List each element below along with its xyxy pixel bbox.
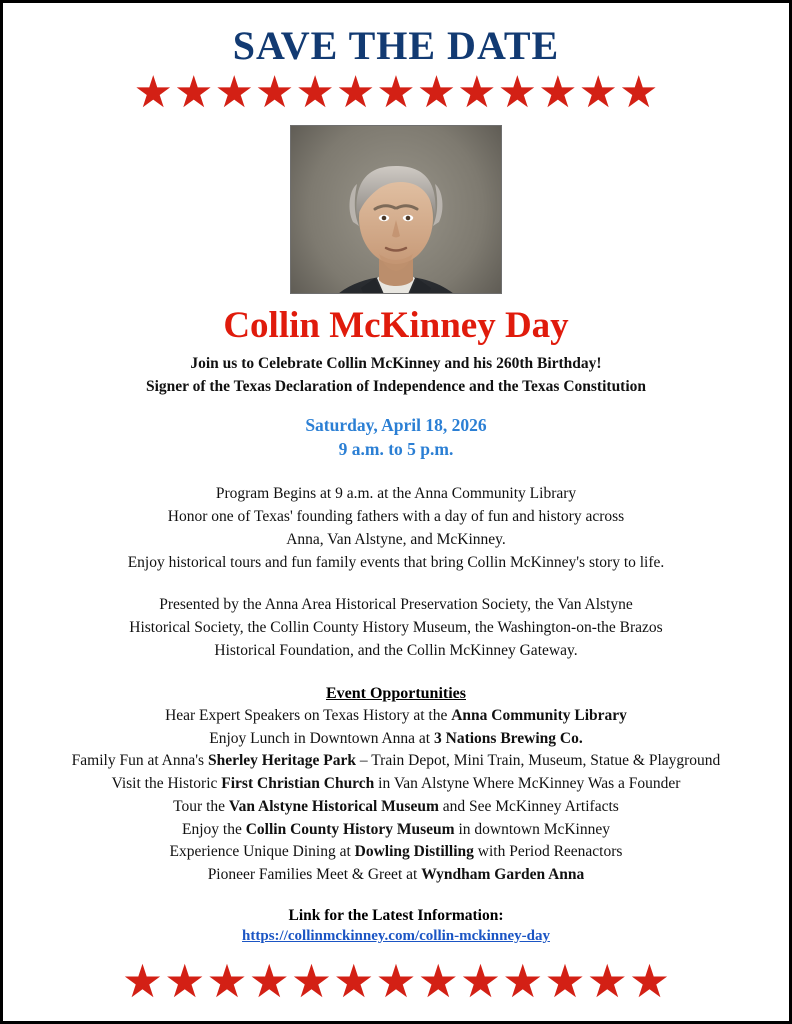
star-icon: ★ — [206, 956, 248, 1007]
star-divider-bottom — [121, 956, 671, 1007]
opportunity-item — [72, 841, 721, 864]
star-icon: ★ — [538, 68, 578, 117]
star-divider-top — [133, 68, 659, 117]
opportunity-venue: Van Alstyne Historical Museum — [228, 797, 439, 815]
program-line: Anna, Van Alstyne, and McKinney. — [286, 530, 506, 548]
star-icon: ★ — [174, 68, 214, 117]
event-datetime — [305, 414, 486, 461]
opportunity-text: Family Fun at Anna's — [71, 752, 208, 770]
opportunity-detail: in Van Alstyne Where McKinney Was a Founder — [374, 775, 681, 793]
presenters — [129, 594, 662, 662]
link-heading: Link for the Latest Information: — [288, 907, 504, 924]
opportunity-text: Enjoy Lunch in Downtown Anna at — [209, 729, 434, 747]
star-icon: ★ — [586, 956, 628, 1007]
star-icon: ★ — [459, 956, 502, 1007]
event-opportunities-list — [72, 705, 721, 887]
star-icon: ★ — [544, 956, 586, 1007]
star-icon: ★ — [248, 956, 290, 1007]
star-icon: ★ — [416, 68, 457, 117]
page-title: SAVE THE DATE — [232, 23, 560, 68]
star-icon: ★ — [376, 68, 416, 117]
opportunity-venue: Wyndham Garden Anna — [421, 866, 585, 884]
program-line: Program Begins at 9 a.m. at the Anna Community Library — [215, 485, 577, 503]
event-date: Saturday, April 18, 2026 — [305, 415, 487, 436]
opportunity-detail: and See McKinney Artifacts — [438, 797, 619, 815]
event-link[interactable]: https://collinmckinney.com/collin-mckinney-day — [242, 928, 550, 944]
star-icon: ★ — [628, 956, 671, 1007]
presenter-line: Historical Foundation, and the Collin McKinney Gateway. — [214, 641, 578, 659]
star-icon: ★ — [164, 956, 206, 1007]
star-icon: ★ — [417, 956, 459, 1007]
opportunity-item — [72, 773, 721, 796]
opportunity-item — [72, 796, 721, 819]
opportunity-venue: 3 Nations Brewing Co. — [434, 729, 583, 747]
collin-mckinney-portrait-icon — [291, 126, 501, 294]
star-icon: ★ — [214, 68, 254, 117]
opportunity-venue: Collin County History Museum — [245, 820, 455, 838]
program-line: Honor one of Texas' founding fathers with a day of fun and history across — [167, 508, 625, 526]
opportunity-venue: Anna Community Library — [451, 706, 627, 724]
opportunity-text: Pioneer Families Meet & Greet at — [207, 866, 422, 884]
star-icon: ★ — [333, 956, 375, 1007]
opportunity-venue: Sherley Heritage Park — [207, 752, 357, 770]
star-icon: ★ — [578, 68, 618, 117]
flyer-content — [3, 3, 789, 1021]
opportunity-item — [72, 728, 721, 751]
star-icon: ★ — [133, 68, 173, 117]
opportunity-item — [72, 705, 721, 728]
presenter-line: Presented by the Anna Area Historical Preservation Society, the Van Alstyne — [159, 596, 633, 614]
star-icon: ★ — [497, 68, 538, 117]
event-opportunities-heading: Event Opportunities — [325, 684, 466, 702]
opportunity-item — [72, 864, 721, 887]
star-icon: ★ — [295, 68, 335, 117]
opportunity-text: Tour the — [173, 797, 229, 815]
opportunity-item — [72, 819, 721, 842]
program-line: Enjoy historical tours and fun family events that bring Collin McKinney's story to life. — [127, 553, 665, 571]
opportunity-venue: First Christian Church — [221, 775, 375, 793]
program-description — [128, 483, 665, 574]
opportunity-text: Visit the Historic — [111, 775, 222, 793]
star-icon: ★ — [375, 956, 417, 1007]
event-subtitle — [146, 353, 646, 398]
subtitle-line: Join us to Celebrate Collin McKinney and his 260th Birthday! — [190, 355, 602, 373]
star-icon: ★ — [335, 68, 376, 117]
star-icon: ★ — [254, 68, 295, 117]
star-icon: ★ — [121, 956, 164, 1007]
opportunity-text: Experience Unique Dining at — [169, 843, 355, 861]
opportunity-detail: with Period Reenactors — [473, 843, 623, 861]
star-icon: ★ — [618, 68, 659, 117]
event-time: 9 a.m. to 5 p.m. — [338, 438, 454, 459]
star-icon: ★ — [502, 956, 544, 1007]
opportunity-text: Hear Expert Speakers on Texas History at the — [165, 706, 452, 724]
opportunity-detail: – Train Depot, Mini Train, Museum, Statue & Playground — [356, 752, 721, 770]
opportunity-item — [72, 750, 721, 773]
opportunity-venue: Dowling Distilling — [354, 843, 474, 861]
opportunity-detail: in downtown McKinney — [454, 820, 610, 838]
star-icon: ★ — [290, 956, 333, 1007]
portrait-frame — [290, 125, 502, 294]
event-title: Collin McKinney Day — [223, 305, 569, 347]
presenter-line: Historical Society, the Collin County History Museum, the Washington-on-the Brazos — [129, 619, 663, 637]
subtitle-line: Signer of the Texas Declaration of Independence and the Texas Constitution — [145, 377, 647, 395]
opportunity-text: Enjoy the — [182, 820, 246, 838]
star-icon: ★ — [457, 68, 497, 117]
